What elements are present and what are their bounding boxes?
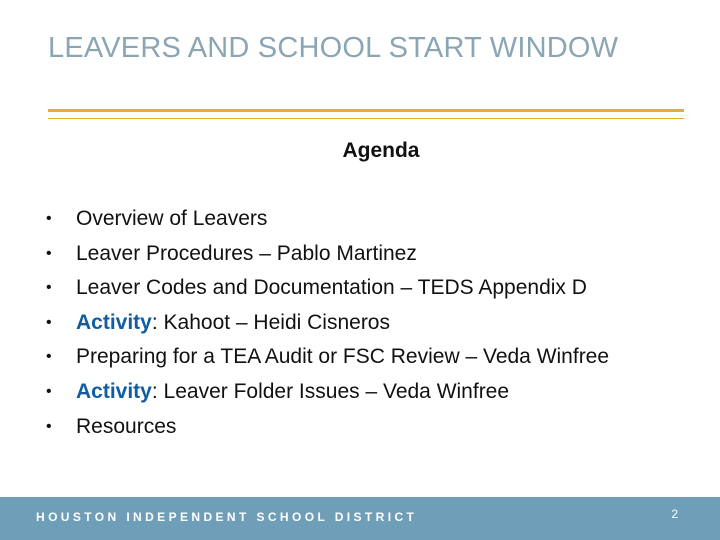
bullet-icon: • [46, 348, 52, 366]
bullet-icon: • [46, 417, 52, 435]
title-divider-thin [48, 118, 684, 119]
agenda-heading: Agenda [342, 139, 420, 162]
agenda-item-label: Preparing for a TEA Audit or FSC Review – Veda Winfree [76, 345, 610, 369]
agenda-item-label: Leaver Procedures – Pablo Martinez [76, 241, 417, 265]
agenda-item-audit [40, 340, 710, 375]
page-number: 2 [671, 507, 678, 521]
agenda-item-text [76, 202, 267, 237]
title-divider-thick [48, 109, 684, 112]
agenda-item-text [76, 237, 417, 272]
agenda-item-label: : Leaver Folder Issues – Veda Winfree [151, 379, 510, 403]
agenda-item-label: Leaver Codes and Documentation – TEDS Appendix D [76, 276, 587, 300]
agenda-item-text [76, 410, 176, 445]
bullet-icon: • [46, 382, 52, 400]
bullet-icon: • [46, 313, 52, 331]
agenda-item-procedures [40, 237, 710, 272]
agenda-item-activity-folder [40, 375, 710, 410]
agenda-item-codes [40, 271, 710, 306]
slide-title: LEAVERS AND SCHOOL START WINDOW [48, 32, 619, 64]
organization-name: HOUSTON INDEPENDENT SCHOOL DISTRICT [36, 510, 418, 524]
agenda-item-overview [40, 202, 710, 237]
agenda-item-label: Overview of Leavers [76, 207, 268, 230]
activity-label: Activity [76, 379, 152, 403]
agenda-list [40, 202, 710, 444]
agenda-item-activity-kahoot [40, 306, 710, 341]
agenda-item-text [76, 375, 509, 410]
agenda-item-label: : Kahoot – Heidi Cisneros [151, 310, 390, 334]
agenda-item-resources [40, 410, 710, 445]
bullet-icon: • [46, 210, 52, 227]
agenda-item-text [76, 306, 390, 341]
activity-label: Activity [76, 310, 152, 334]
footer-bar [0, 497, 720, 540]
agenda-item-text [76, 271, 587, 306]
agenda-item-text [76, 340, 609, 375]
bullet-icon: • [46, 244, 52, 262]
agenda-item-label: Resources [76, 414, 177, 438]
bullet-icon: • [46, 279, 52, 297]
